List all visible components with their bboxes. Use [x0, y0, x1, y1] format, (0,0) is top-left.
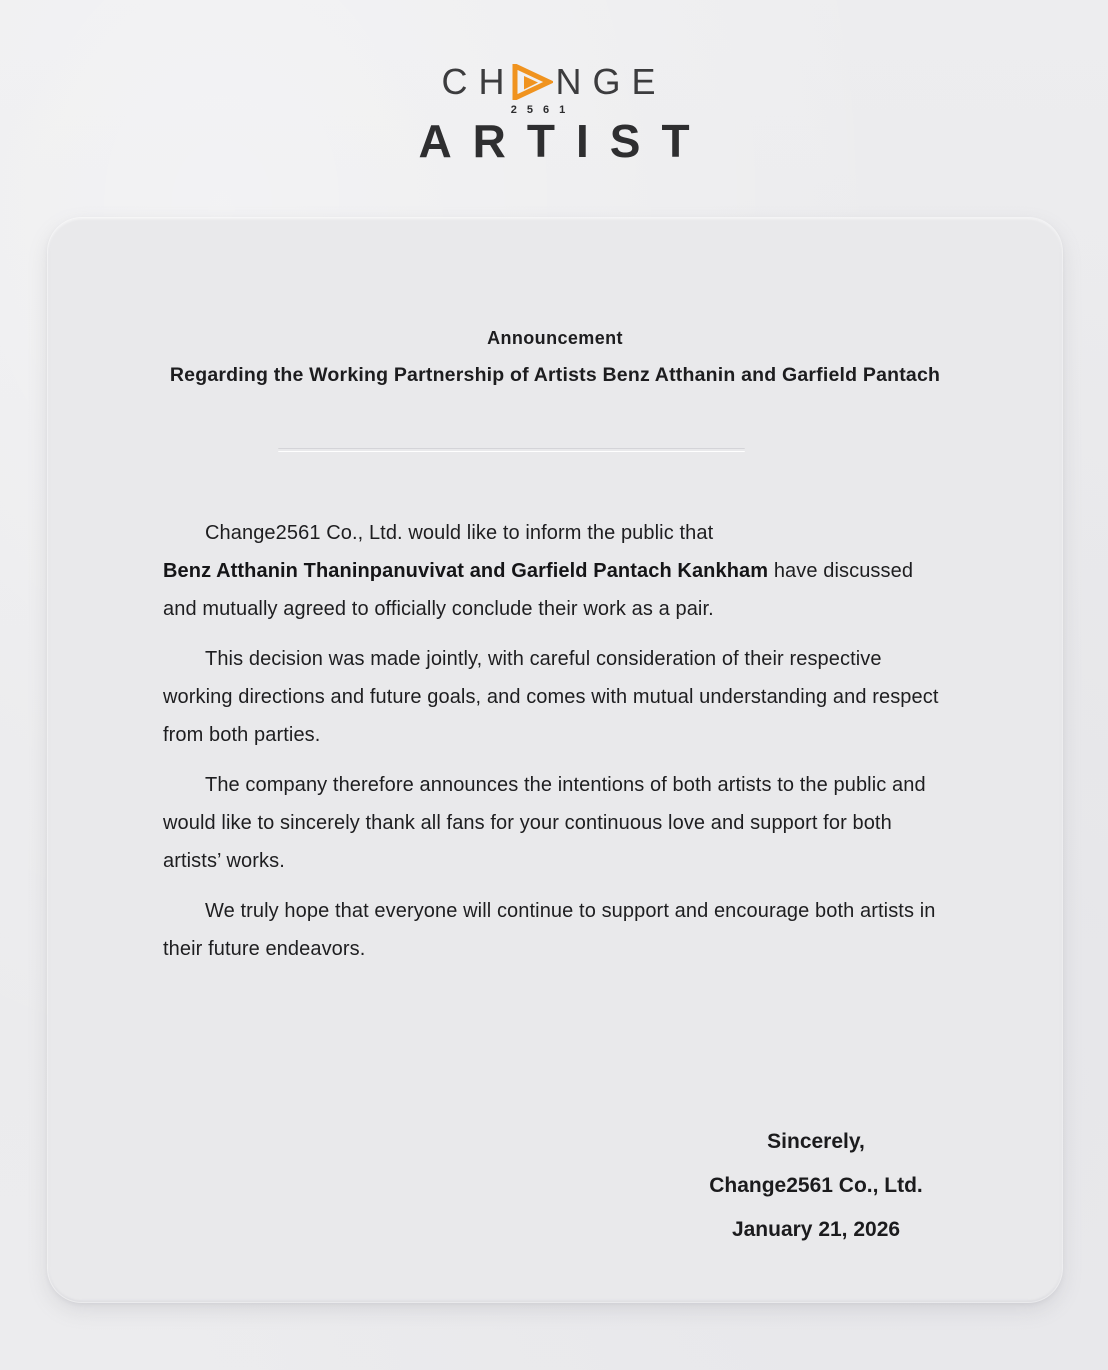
play-triangle-icon	[511, 64, 553, 100]
signature-company: Change2561 Co., Ltd.	[709, 1174, 923, 1197]
brand-year: 2561	[510, 104, 576, 116]
divider-line	[278, 448, 745, 452]
paragraph-1-rest: have discussed and mutually agreed to officially conclude their work as a pair.	[163, 560, 914, 620]
paragraph-1-artist-names: Benz Atthanin Thaninpanuvivat and Garfield Pantach Kankham	[163, 560, 769, 582]
brand-logo	[0, 61, 1108, 167]
brand-letters-ch: CH	[441, 61, 516, 102]
signature-date: January 21, 2026	[731, 1218, 901, 1241]
paragraph-4: We truly hope that everyone will continue to support and encourage both artists in their future endeavors.	[163, 900, 936, 960]
brand-wordmark-artist: ARTIST	[418, 115, 711, 167]
paragraph-1	[163, 514, 951, 628]
announcement-card	[48, 218, 1062, 1302]
paragraph-3: The company therefore announces the intentions of both artists to the public and would like to sincerely thank all fans for your continuous love and support for both artists’ works.	[163, 774, 926, 872]
announcement-body	[163, 514, 951, 980]
brand-letters-nge: NGE	[555, 61, 667, 102]
paragraph-1-intro: Change2561 Co., Ltd. would like to inform the public that	[205, 522, 714, 544]
announcement-heading: Announcement	[487, 328, 623, 348]
signature-block	[609, 1120, 1023, 1252]
paragraph-2: This decision was made jointly, with careful consideration of their respective working directions and future goals, and comes with mutual understanding and respect from both parties.	[163, 648, 939, 746]
brand-wordmark-change	[0, 61, 1108, 102]
signature-salutation: Sincerely,	[767, 1130, 865, 1153]
announcement-subheading: Regarding the Working Partnership of Artists Benz Atthanin and Garfield Pantach	[169, 364, 941, 386]
